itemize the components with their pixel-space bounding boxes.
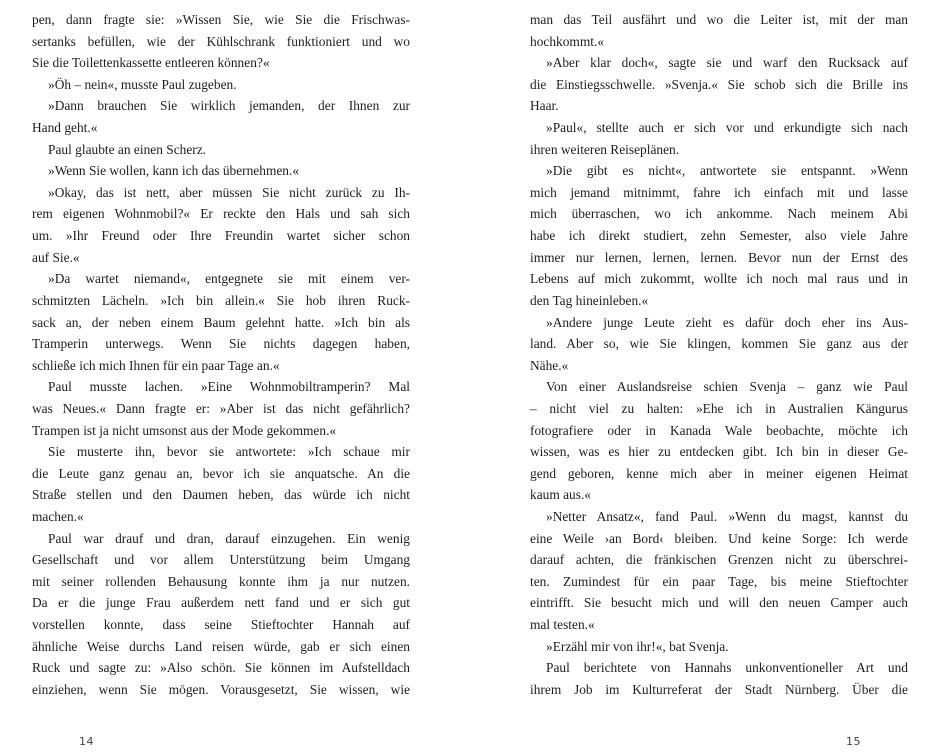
text-line: machen.« <box>32 509 84 525</box>
text-line: »Öh – nein«, musste Paul zugeben. <box>48 76 237 92</box>
text-line: »Andere junge Leute zieht es dafür doch eher ins Aus- <box>546 314 908 330</box>
text-line: Paul musste lachen. »Eine Wohnmobiltramperin? Mal <box>48 379 410 395</box>
text-line: mich jemand mitnimmt, fahre ich einfach mit und lasse <box>530 184 908 200</box>
text-line: mit seiner rollenden Behausung konnte ihm ja nur nutzen. <box>32 573 410 589</box>
text-line: Tramperin unterwegs. Wenn Sie nichts dagegen haben, <box>32 336 410 352</box>
text-line: vorstellen konnte, dass seine Stieftochter Hannah auf <box>32 617 410 633</box>
text-line: »Dann brauchen Sie wirklich jemanden, der Ihnen zur <box>48 98 410 114</box>
text-line: den Tag hineinleben.« <box>530 292 649 308</box>
text-line: eintrifft. Sie besucht mich und will den neuen Camper auch <box>530 595 908 611</box>
text-line: sack an, der neben einem Baum gelehnt hatte. »Ich bin als <box>32 314 410 330</box>
text-line: land. Aber so, wie Sie klingen, kommen Sie ganz aus der <box>530 336 908 352</box>
text-line: »Wenn Sie wollen, kann ich das übernehmen.« <box>48 163 300 179</box>
text-line: gend geboren, kenne mich aber in meiner eigenen Heimat <box>530 465 908 481</box>
text-line: – nicht viel zu halten: »Ehe ich in Australien Kängurus <box>530 400 908 416</box>
text-line: Trampen ist ja nicht umsonst aus der Mode gekommen.« <box>32 422 337 438</box>
text-line: Haar. <box>530 98 559 114</box>
text-line: was Neues.« Dann fragte er: »Aber ist das nicht gefährlich? <box>32 400 410 416</box>
text-line: wissen, was es hier zu entdecken gibt. Ich bin in dieser Ge- <box>530 444 908 460</box>
text-line: rem eigenen Wohnmobil?« Er reckte den Hals und sah sich <box>32 206 410 222</box>
text-line: ihrem Job im Kulturreferat der Stadt Nürnberg. Über die <box>530 681 908 697</box>
text-line: Paul war drauf und dran, darauf einzugehen. Ein wenig <box>48 530 410 546</box>
text-line: pen, dann fragte sie: »Wissen Sie, wie Sie die Frischwas- <box>32 12 410 27</box>
left-page-number: 14 <box>79 735 94 748</box>
text-line: Nähe.« <box>530 357 569 373</box>
right-page-number: 15 <box>846 735 861 748</box>
text-line: habe ich direkt studiert, zehn Semester, also viele Jahre <box>530 228 908 244</box>
text-line: Paul berichtete von Hannahs unkonventioneller Art und <box>546 660 908 676</box>
text-line: Straße stellen und den Daumen heben, das würde ich nicht <box>32 487 410 503</box>
text-line: hochkommt.« <box>530 33 605 49</box>
text-line: schließe ich mich Ihnen für ein paar Tage an.« <box>32 357 280 373</box>
text-line: mal testen.« <box>530 617 595 633</box>
text-line: ähnliche Weise durchs Land reisen würde, gab er sich einen <box>32 638 410 654</box>
text-line: Hand geht.« <box>32 120 98 136</box>
text-line: Paul glaubte an einen Scherz. <box>48 141 207 157</box>
text-line: kaum aus.« <box>530 487 591 503</box>
text-line: »Okay, das ist nett, aber müssen Sie nicht zurück zu Ih- <box>48 184 410 200</box>
left-page-body <box>32 9 410 701</box>
text-line: fotografiere oder in Kanada Wale beobachte, möchte ich <box>530 422 908 438</box>
text-line: ihren weiteren Reiseplänen. <box>530 141 680 157</box>
text-line: »Netter Ansatz«, fand Paul. »Wenn du magst, kannst du <box>546 509 908 525</box>
text-line: auf Sie.« <box>32 249 80 265</box>
text-line: Sie musterte ihn, bevor sie antwortete: »Ich schaue mir <box>48 444 410 460</box>
text-line: Ruck und sagte zu: »Also schön. Sie können im Aufstelldach <box>32 660 410 676</box>
text-line: »Da wartet niemand«, entgegnete sie mit einem ver- <box>48 271 410 287</box>
text-line: ten. Zumindest für ein paar Tage, bis meine Stieftochter <box>530 573 908 589</box>
right-page-body <box>530 9 908 701</box>
text-line: Lebens auf mich zukommt, wollte ich noch mal raus und in <box>530 271 908 287</box>
text-line: Von einer Auslandsreise schien Svenja – ganz wie Paul <box>546 379 908 395</box>
text-line: »Erzähl mir von ihr!«, bat Svenja. <box>546 638 729 654</box>
text-line: »Paul«, stellte auch er sich vor und erkundigte sich nach <box>546 120 908 136</box>
text-line: Sie die Toilettenkassette entleeren können?« <box>32 55 270 71</box>
text-line: man das Teil ausfährt und wo die Leiter ist, mit der man <box>530 12 908 27</box>
text-line: sertanks befüllen, wie der Kühlschrank funktioniert und wo <box>32 33 410 49</box>
text-line: »Die gibt es nicht«, antwortete sie entspannt. »Wenn <box>546 163 908 179</box>
text-line: »Aber klar doch«, sagte sie und warf den Rucksack auf <box>546 55 908 71</box>
text-line: die Leute ganz genau an, bevor ich sie anquatsche. An die <box>32 465 410 481</box>
text-line: immer nur lernen, lernen, lernen. Bevor nun der Ernst des <box>530 249 908 265</box>
text-line: mich überraschen, wo ich ankomme. Nach meinem Abi <box>530 206 908 222</box>
text-line: Gesellschaft und vor allem Unterstützung beim Umgang <box>32 552 410 568</box>
text-line: um. »Ihr Freund oder Ihre Freundin wartet sicher schon <box>32 228 410 244</box>
text-line: schmitzten Lächeln. »Ich bin allein.« Sie hob ihren Ruck- <box>32 292 410 308</box>
text-line: darauf achten, die fränkischen Grenzen nicht zu überschrei- <box>530 552 908 568</box>
text-line: die Einstiegsschwelle. »Svenja.« Sie schob sich die Brille ins <box>530 76 908 92</box>
text-line: einziehen, wenn Sie mögen. Vorausgesetzt, Sie wissen, wie <box>32 681 410 697</box>
text-line: eine Weile ›an Bord‹ bleiben. Und keine Sorge: Ich werde <box>530 530 908 546</box>
text-line: Da er die junge Frau außerdem nett fand und er sich gut <box>32 595 410 611</box>
